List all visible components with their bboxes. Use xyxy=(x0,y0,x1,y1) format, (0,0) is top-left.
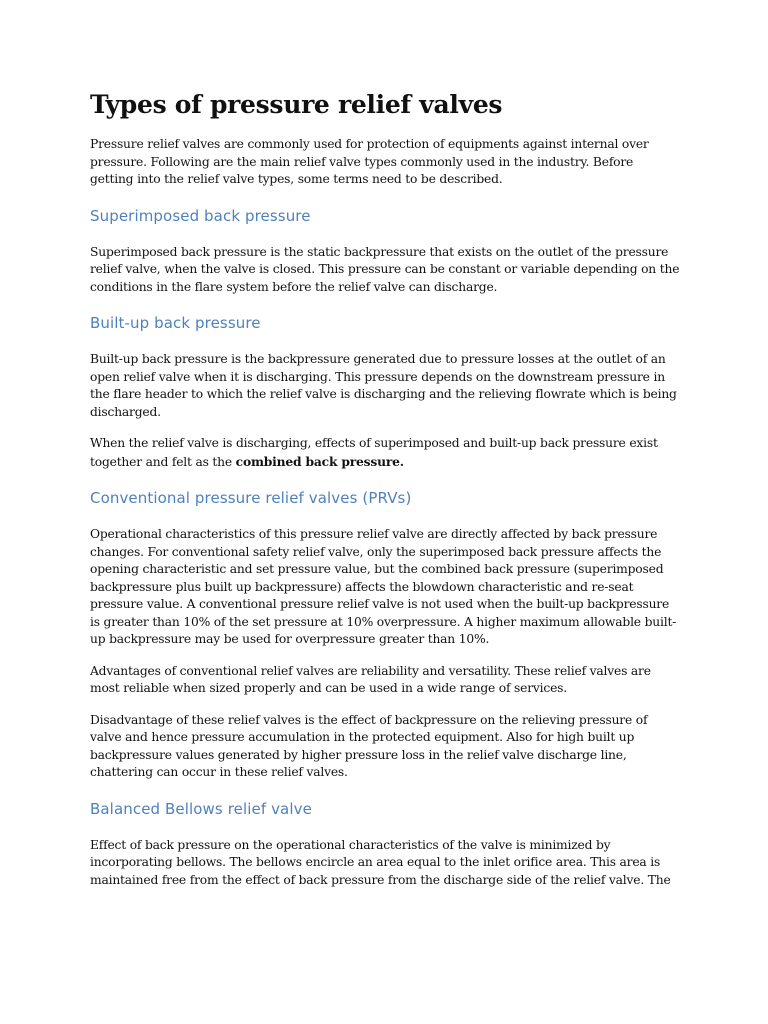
combined-text: When the relief valve is discharging, effects of superimposed and built-up back pressure exist together and felt as the xyxy=(90,436,658,469)
paragraph-superimposed: Superimposed back pressure is the static backpressure that exists on the outlet of the pressure relief valve, when the valve is closed. This pressure can be constant or variable depending on the conditions in the flare system before the relief valve can discharge. xyxy=(90,244,680,294)
paragraph-built-up: Built-up back pressure is the backpressure generated due to pressure losses at the outlet of an open relief valve when it is discharging. This pressure depends on the downstream pressure in the flare header to which the relief valve is discharging and the relieving flowrate which is being discharged. xyxy=(90,352,677,419)
page-title: Types of pressure relief valves xyxy=(90,90,503,119)
section-heading-bellows: Balanced Bellows relief valve xyxy=(90,799,312,818)
intro-paragraph: Pressure relief valves are commonly used for protection of equipments against internal over pressure. Following are the main relief valve types commonly used in the industry. Before getting into the relief valve types, some terms need to be described. xyxy=(90,137,649,186)
section-heading-built-up: Built-up back pressure xyxy=(90,314,261,332)
paragraph-combined xyxy=(90,435,680,471)
paragraph-conventional-advantages: Advantages of conventional relief valves are reliability and versatility. These relief valves are most reliable when sized properly and can be used in a wide range of services. xyxy=(90,663,651,695)
paragraph-bellows: Effect of back pressure on the operational characteristics of the valve is minimized by incorporating bellows. The bellows encircle an area equal to the inlet orifice area. This area is maintained free from the effect of back pressure from the discharge side of the relief valve. The xyxy=(90,837,671,887)
section-heading-conventional: Conventional pressure relief valves (PRVs) xyxy=(90,489,412,507)
combined-bold-term: combined back pressure. xyxy=(235,453,404,469)
document-page xyxy=(90,90,680,903)
paragraph-conventional-disadvantages: Disadvantage of these relief valves is the effect of backpressure on the relieving pressure of valve and hence pressure accumulation in the protected equipment. Also for high built up backpressure values generated by higher pressure loss in the relief valve discharge line, chattering can occur in these relief valves. xyxy=(90,712,648,779)
section-heading-superimposed: Superimposed back pressure xyxy=(90,206,311,225)
paragraph-conventional-1: Operational characteristics of this pressure relief valve are directly affected by back pressure changes. For conventional safety relief valve, only the superimposed back pressure affects the opening characteristic and set pressure value, but the combined back pressure (superimposed backpressure plus built up backpressure) affects the blowdown characteristic and re-seat pressure value. A conventional pressure relief valve is not used when the built-up backpressure is greater than 10% of the set pressure at 10% overpressure. A higher maximum allowable built-up backpressure may be used for overpressure greater than 10%. xyxy=(90,527,677,646)
